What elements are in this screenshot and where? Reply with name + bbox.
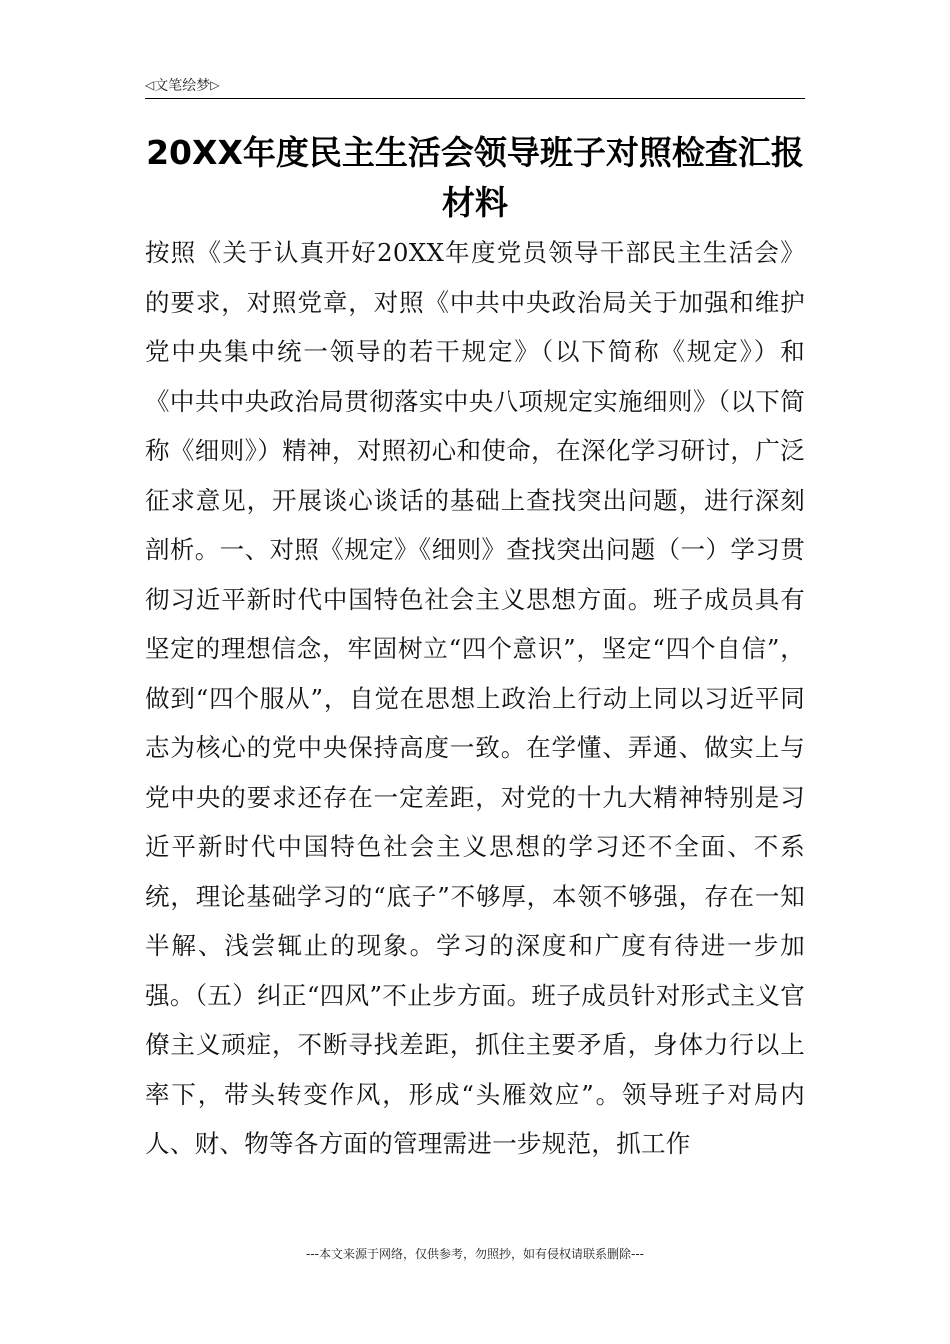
- right-triangle-icon: ▷: [210, 78, 220, 92]
- page-header: [145, 74, 805, 99]
- source-disclaimer: ---本文来源于网络，仅供参考，勿照抄，如有侵权请联系删除---: [306, 1247, 644, 1261]
- header-brand: 文笔绘梦: [154, 78, 211, 94]
- document-title: 20XX年度民主生活会领导班子对照检查汇报材料: [146, 133, 804, 222]
- left-triangle-icon: ◁: [145, 78, 155, 92]
- document-body: 按照《关于认真开好20XX年度党员领导干部民主生活会》的要求，对照党章，对照《中共中央政治局关于加强和维护党中央集中统一领导的若干规定》（以下简称《规定》）和《中共中央政治局贯彻落实中央八项规定实施细则》（以下简称《细则》）精神，对照初心和使命，在深化学习研讨，广泛征求意见，开展谈心谈话的基础上查找突出问题，进行深刻剖析。一、对照《规定》《细则》查找突出问题（一）学习贯彻习近平新时代中国特色社会主义思想方面。班子成员具有坚定的理想信念，牢固树立“四个意识”，坚定“四个自信”，做到“四个服从”，自觉在思想上政治上行动上同以习近平同志为核心的党中央保持高度一致。在学懂、弄通、做实上与党中央的要求还存在一定差距，对党的十九大精神特别是习近平新时代中国特色社会主义思想的学习还不全面、不系统，理论基础学习的“底子”不够厚，本领不够强，存在一知半解、浅尝辄止的现象。学习的深度和广度有待进一步加强。（五）纠正“四风”不止步方面。班子成员针对形式主义官僚主义顽症，不断寻找差距，抓住主要矛盾，身体力行以上率下，带头转变作风，形成“头雁效应”。领导班子对局内人、财、物等各方面的管理需进一步规范，抓工作: [145, 238, 806, 1158]
